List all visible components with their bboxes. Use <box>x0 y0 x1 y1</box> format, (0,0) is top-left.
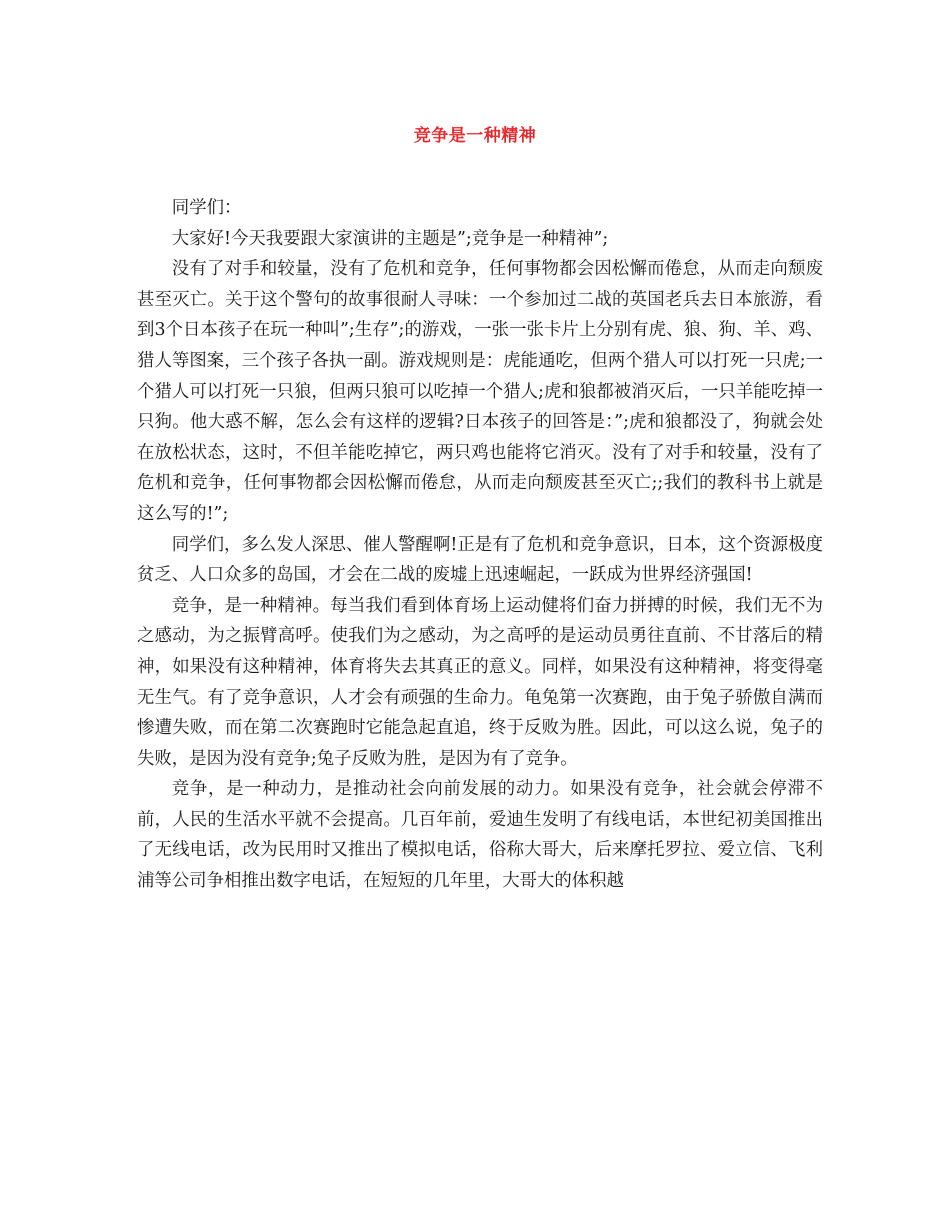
paragraph-greeting: 同学们： <box>171 198 242 218</box>
document-body <box>137 193 823 897</box>
paragraph-topic: 大家好!今天我要跟大家演讲的主题是”;竞争是一种精神”; <box>171 228 609 249</box>
paragraph-reflection: 同学们，多么发人深思、催人警醒啊!正是有了危机和竞争意识，日本，这个资源极度贫乏、人口众多的岛国，才会在二战的废墟上迅速崛起，一跃成为世界经济强国! <box>137 534 823 586</box>
document-title: 竞争是一种精神 <box>413 126 537 146</box>
paragraph-motivation: 竞争，是一种动力，是推动社会向前发展的动力。如果没有竞争，社会就会停滞不前，人民的生活水平就不会提高。几百年前，爱迪生发明了有线电话，本世纪初美国推出了无线电话，改为民用时又推出了模拟电话，俗称大哥大，后来摩托罗拉、爱立信、飞利浦等公司争相推出数字电话，在短短的几年里，大哥大的体积越 <box>137 779 823 892</box>
paragraph-spirit: 竞争，是一种精神。每当我们看到体育场上运动健将们奋力拼搏的时候，我们无不为之感动，为之振臂高呼。使我们为之感动，为之高呼的是运动员勇往直前、不甘落后的精神，如果没有这种精神，体育将失去其真正的意义。同样，如果没有这种精神，将变得毫无生气。有了竞争意识，人才会有顽强的生命力。龟兔第一次赛跑，由于兔子骄傲自满而惨遭失败，而在第二次赛跑时它能急起直追，终于反败为胜。因此，可以这么说，兔子的失败，是因为没有竞争;兔子反败为胜，是因为有了竞争。 <box>137 595 823 769</box>
paragraph-story: 没有了对手和较量，没有了危机和竞争，任何事物都会因松懈而倦怠，从而走向颓废甚至灭亡。关于这个警句的故事很耐人寻味：一个参加过二战的英国老兵去日本旅游，看到3个日本孩子在玩一种叫”;生存”;的游戏，一张一张卡片上分别有虎、狼、狗、羊、鸡、猎人等图案，三个孩子各执一副。游戏规则是：虎能通吃，但两个猎人可以打死一只虎;一个猎人可以打死一只狼，但两只狼可以吃掉一个猎人;虎和狼都被消灭后，一只羊能吃掉一只狗。他大惑不解，怎么会有这样的逻辑?日本孩子的回答是：”;虎和狼都没了，狗就会处在放松状态，这时，不但羊能吃掉它，两只鸡也能将它消灭。没有了对手和较量，没有了危机和竞争，任何事物都会因松懈而倦怠，从而走向颓废甚至灭亡;;我们的教科书上就是这么写的!”; <box>137 259 823 524</box>
